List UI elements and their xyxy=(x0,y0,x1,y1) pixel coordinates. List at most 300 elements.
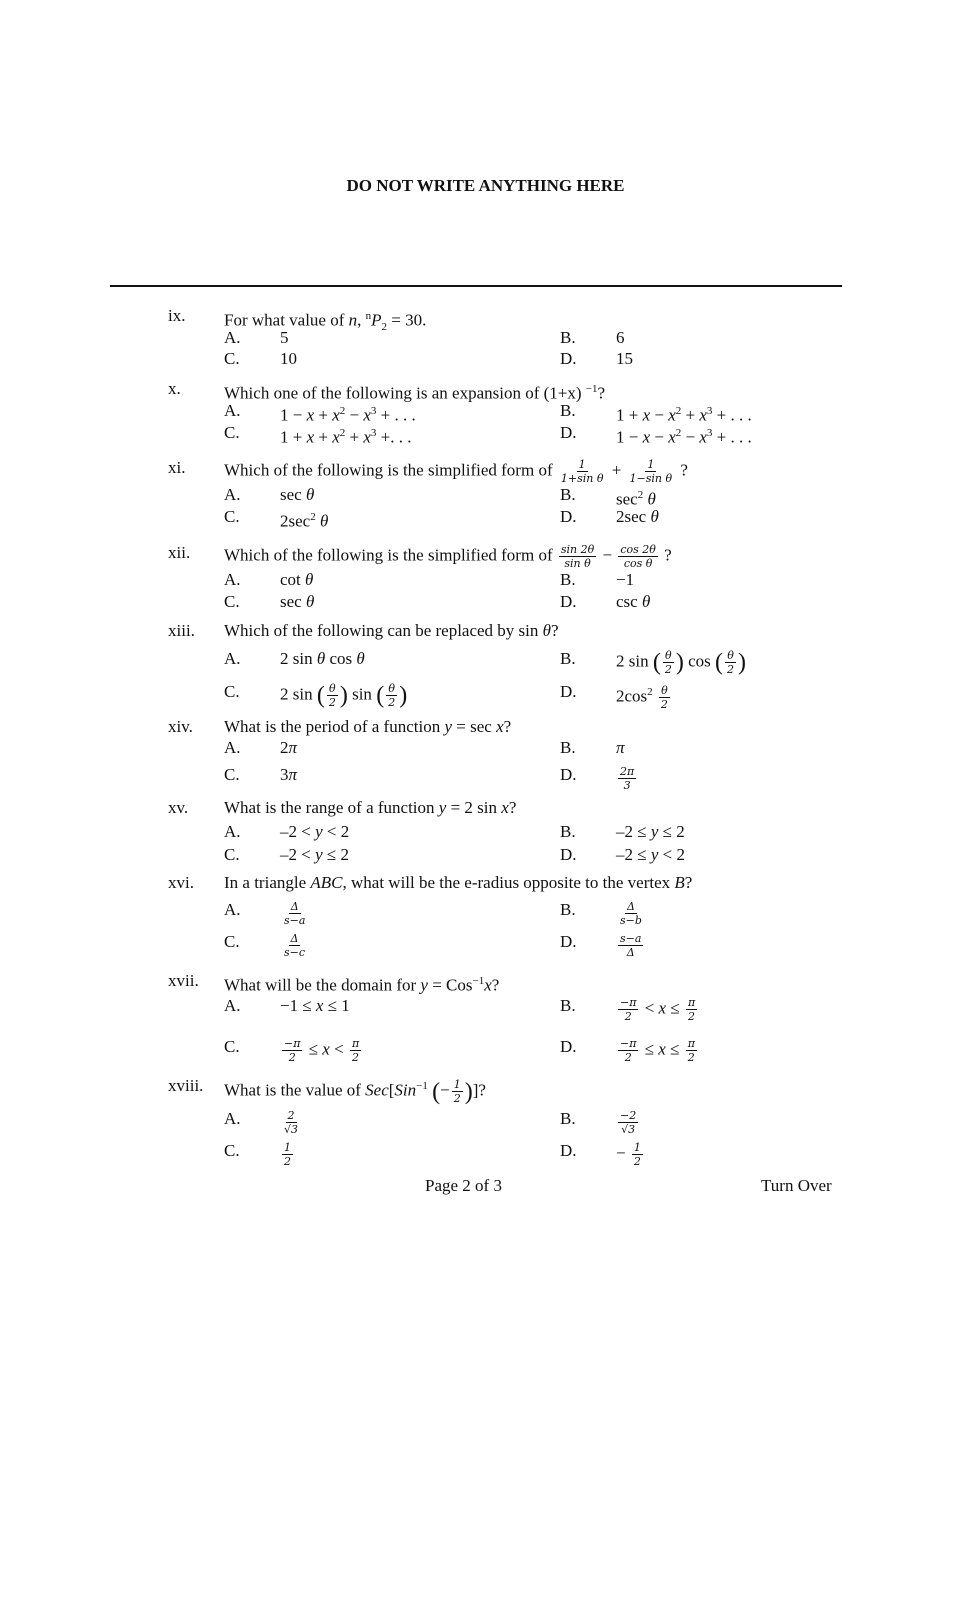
denominator: 2 xyxy=(352,1051,360,1064)
numerator: π xyxy=(687,996,696,1009)
math-text: 1 − xyxy=(616,427,643,447)
numerator: π xyxy=(687,1037,695,1050)
math-variable: x xyxy=(642,427,651,447)
option-letter: D. xyxy=(560,507,577,526)
math-text xyxy=(653,687,657,706)
math-text: What is the period of a function xyxy=(224,717,445,736)
denominator: 2 xyxy=(688,1010,696,1023)
math-text: + xyxy=(345,427,364,447)
math-text: 10 xyxy=(280,349,297,368)
denominator: 3 xyxy=(623,779,631,792)
option-letter: B. xyxy=(560,485,576,504)
fraction xyxy=(628,458,675,485)
question-text xyxy=(224,798,516,818)
option-letter: A. xyxy=(224,570,241,589)
math-text: −1 xyxy=(616,570,635,589)
math-variable: P xyxy=(371,310,382,330)
fraction xyxy=(686,996,697,1023)
math-text: ? xyxy=(659,545,672,565)
denominator: 2 xyxy=(687,1051,695,1064)
math-variable: y xyxy=(420,975,428,995)
option-value xyxy=(280,996,350,1016)
math-text: ? xyxy=(491,975,500,995)
math-text: cos xyxy=(683,651,716,671)
parenthesis: ) xyxy=(399,682,408,709)
math-text: − xyxy=(681,427,700,447)
option-letter: D. xyxy=(560,932,577,951)
math-text: = sec xyxy=(452,717,497,736)
option-value xyxy=(280,1141,295,1168)
math-text: , xyxy=(357,310,366,330)
question-text xyxy=(224,543,672,570)
option-value xyxy=(616,1109,640,1136)
option-letter: D. xyxy=(560,765,577,784)
superscript: 2 xyxy=(637,489,644,501)
denominator: 2 xyxy=(388,696,396,709)
denominator: 2 xyxy=(727,663,735,676)
math-text: ? xyxy=(551,621,559,640)
numerator: −π xyxy=(620,1037,637,1050)
math-text: − xyxy=(440,1080,450,1100)
question-number: xiv. xyxy=(168,717,193,736)
math-variable: θ xyxy=(542,621,552,640)
math-variable: π xyxy=(616,738,625,757)
do-not-write-header: DO NOT WRITE ANYTHING HERE xyxy=(346,176,625,195)
superscript: 2 xyxy=(675,405,682,417)
superscript: 3 xyxy=(370,405,377,417)
denominator: 2 xyxy=(624,1010,632,1023)
math-text: What is the range of a function xyxy=(224,798,439,817)
math-text: –2 ≤ xyxy=(616,822,651,841)
option-value xyxy=(616,845,685,865)
option-letter: B. xyxy=(560,1109,576,1128)
fraction xyxy=(282,932,307,959)
math-text: What will be the domain for xyxy=(224,975,421,995)
option-letter: C. xyxy=(224,682,240,701)
option-value xyxy=(280,507,328,532)
numerator: Δ xyxy=(626,900,635,913)
option-letter: D. xyxy=(560,1037,577,1056)
question-number: xviii. xyxy=(168,1076,204,1095)
math-text: 2 sin xyxy=(280,649,317,668)
subscript: 2 xyxy=(381,321,388,334)
numerator: 1 xyxy=(578,458,586,471)
option-letter: C. xyxy=(224,1141,240,1160)
math-text: –2 ≤ xyxy=(616,845,651,864)
option-value xyxy=(616,507,659,527)
option-value xyxy=(280,485,314,505)
fraction xyxy=(350,1037,361,1064)
option-letter: C. xyxy=(224,423,240,442)
denominator: s−b xyxy=(620,914,642,927)
option-letter: D. xyxy=(560,845,577,864)
question-number: xii. xyxy=(168,543,191,562)
math-variable: y xyxy=(315,822,323,841)
denominator: 2 xyxy=(624,1051,632,1064)
fraction xyxy=(559,458,606,485)
fraction xyxy=(282,1037,302,1064)
denominator: 2 xyxy=(664,663,672,676)
math-variable: x xyxy=(306,427,315,447)
option-value xyxy=(616,1141,645,1168)
option-letter: B. xyxy=(560,900,576,919)
option-letter: A. xyxy=(224,401,241,420)
denominator: cos θ xyxy=(623,557,653,570)
superscript: 2 xyxy=(339,427,346,439)
math-text: ]? xyxy=(472,1080,486,1100)
option-value xyxy=(616,592,650,612)
superscript: 3 xyxy=(370,427,377,439)
question-number: xvi. xyxy=(168,873,194,892)
option-letter: A. xyxy=(224,996,241,1015)
option-value xyxy=(280,649,365,669)
denominator: s−a xyxy=(284,914,306,927)
math-text: [ xyxy=(388,1080,395,1100)
turn-over-label: Turn Over xyxy=(761,1176,832,1195)
math-variable: x xyxy=(306,405,315,425)
option-value xyxy=(280,592,314,612)
parenthesis: ) xyxy=(738,649,747,676)
option-value xyxy=(616,932,645,959)
math-text: < 2 xyxy=(322,822,350,841)
fraction xyxy=(618,1037,638,1064)
fraction xyxy=(659,684,670,711)
math-variable: x xyxy=(699,427,707,447)
math-text: 3 xyxy=(280,765,289,784)
option-letter: C. xyxy=(224,592,240,611)
fraction xyxy=(327,682,338,709)
question-number: xv. xyxy=(168,798,189,817)
denominator: 2 xyxy=(633,1155,641,1168)
math-text: ≤ 1 xyxy=(323,996,350,1015)
option-letter: C. xyxy=(224,932,240,951)
math-text: ≤ xyxy=(640,1039,659,1059)
superscript: 3 xyxy=(706,405,713,417)
math-text: +. . . xyxy=(376,427,412,447)
numerator: Δ xyxy=(290,932,299,945)
math-variable: x xyxy=(501,798,509,817)
math-text: 15 xyxy=(616,349,633,368)
option-value xyxy=(616,996,699,1023)
math-text: + . . . xyxy=(376,405,416,425)
option-value xyxy=(616,649,746,676)
math-text: cos xyxy=(325,649,357,668)
math-variable: π xyxy=(288,765,298,784)
option-letter: C. xyxy=(224,765,240,784)
denominator: 2 xyxy=(453,1092,461,1106)
math-text: sec xyxy=(280,485,306,504)
question-number: xvii. xyxy=(168,971,199,990)
option-value xyxy=(616,900,646,927)
option-value xyxy=(280,900,309,927)
option-letter: C. xyxy=(224,845,240,864)
question-text xyxy=(224,971,499,996)
numerator: −2 xyxy=(620,1109,637,1122)
parenthesis: ( xyxy=(432,1078,441,1105)
question-text xyxy=(224,621,559,641)
option-letter: A. xyxy=(224,485,241,504)
math-variable: θ xyxy=(641,592,651,611)
fraction xyxy=(618,1109,638,1136)
math-text: + xyxy=(681,405,700,425)
option-letter: C. xyxy=(224,1037,240,1056)
option-letter: B. xyxy=(560,649,576,668)
math-variable: n xyxy=(348,310,358,330)
denominator: sin θ xyxy=(564,557,591,570)
option-letter: A. xyxy=(224,649,241,668)
denominator: 2 xyxy=(284,1155,291,1168)
option-letter: B. xyxy=(560,328,576,347)
math-text: − xyxy=(598,545,617,565)
math-text: + . . . xyxy=(712,405,752,425)
math-text: ? xyxy=(684,873,693,892)
math-text: + . . . xyxy=(712,427,752,447)
fraction xyxy=(725,649,736,676)
superscript: −1 xyxy=(416,1080,428,1092)
fraction xyxy=(282,900,307,927)
option-value xyxy=(280,349,297,369)
question-text xyxy=(224,306,426,337)
math-text: ≤ 2 xyxy=(322,845,349,864)
option-value xyxy=(616,349,633,369)
fraction xyxy=(559,543,596,570)
math-text: 5 xyxy=(280,328,289,347)
fraction xyxy=(686,1037,697,1064)
math-text: 6 xyxy=(616,328,625,347)
option-letter: A. xyxy=(224,738,241,757)
math-variable: x xyxy=(363,427,371,447)
fraction xyxy=(618,765,636,792)
option-letter: B. xyxy=(560,570,576,589)
math-variable: x xyxy=(658,998,667,1018)
math-text: sin xyxy=(347,684,377,704)
math-text: = 2 sin xyxy=(446,798,502,817)
math-text: − xyxy=(616,1143,630,1163)
numerator: Δ xyxy=(290,900,299,913)
math-text: = 30. xyxy=(387,310,427,330)
question-number: xiii. xyxy=(168,621,195,640)
denominator: √3 xyxy=(284,1123,299,1136)
question-text xyxy=(224,379,605,404)
numerator: θ xyxy=(388,682,395,695)
fraction xyxy=(386,682,397,709)
math-text: Which of the following is the simplified form of xyxy=(224,545,557,565)
numerator: 1 xyxy=(453,1078,461,1092)
math-text: 2 sin xyxy=(616,651,653,671)
math-variable: y xyxy=(438,798,447,817)
option-letter: B. xyxy=(560,401,576,420)
option-value xyxy=(280,682,407,709)
math-text: 1 − xyxy=(280,405,307,425)
parenthesis: ( xyxy=(652,649,661,676)
math-text: ≤ xyxy=(665,1039,684,1059)
math-variable: x xyxy=(668,427,676,447)
math-text: 2sec xyxy=(616,507,651,526)
math-text: –2 < xyxy=(280,845,316,864)
fraction xyxy=(452,1078,463,1105)
fraction xyxy=(618,932,643,959)
superscript: 2 xyxy=(310,511,316,523)
question-text xyxy=(224,458,688,485)
fraction xyxy=(618,543,658,570)
math-text: ? xyxy=(676,460,688,480)
fraction xyxy=(282,1109,300,1136)
math-variable: θ xyxy=(316,649,326,668)
parenthesis: ( xyxy=(316,682,325,709)
numerator: 2π xyxy=(620,765,635,778)
option-value xyxy=(280,738,297,758)
option-value xyxy=(280,423,412,448)
math-text: cot xyxy=(280,570,306,589)
math-text: < 2 xyxy=(658,845,685,864)
math-text: + xyxy=(314,405,333,425)
math-text: csc xyxy=(616,592,642,611)
math-text: sec xyxy=(280,592,306,611)
numerator: s−a xyxy=(620,932,642,945)
math-text: Which one of the following is an expansion of (1+x) xyxy=(224,383,586,403)
math-text: ? xyxy=(508,798,517,817)
math-text: 1 + xyxy=(616,405,643,425)
question-number: x. xyxy=(168,379,181,398)
question-number: xi. xyxy=(168,458,186,477)
math-variable: B xyxy=(674,873,685,892)
math-text: 2 xyxy=(280,738,289,757)
option-letter: D. xyxy=(560,349,577,368)
numerator: θ xyxy=(329,682,336,695)
parenthesis: ( xyxy=(715,649,724,676)
superscript: −1 xyxy=(472,975,485,987)
numerator: −π xyxy=(284,1037,301,1050)
option-letter: A. xyxy=(224,900,241,919)
math-text: 1 + xyxy=(280,427,307,447)
math-text: + xyxy=(607,460,626,480)
math-variable: θ xyxy=(650,507,659,526)
option-value xyxy=(616,822,685,842)
option-letter: D. xyxy=(560,682,577,701)
parenthesis: ( xyxy=(376,682,385,709)
math-variable: x xyxy=(496,717,504,736)
math-variable: y xyxy=(650,845,659,864)
math-text: What is the value of xyxy=(224,1080,366,1100)
math-text: ≤ 2 xyxy=(658,822,685,841)
numerator: 1 xyxy=(633,1141,641,1154)
math-text: In a triangle xyxy=(224,873,311,892)
option-value xyxy=(280,1037,363,1064)
option-value xyxy=(616,401,752,426)
math-text: ≤ xyxy=(304,1039,323,1059)
denominator: 2 xyxy=(288,1051,296,1064)
math-variable: θ xyxy=(305,570,314,589)
math-variable: x xyxy=(484,975,492,995)
math-variable: θ xyxy=(319,511,329,531)
math-text: Which of the following is the simplified form of xyxy=(224,460,557,480)
numerator: π xyxy=(351,1037,360,1050)
numerator: cos 2θ xyxy=(620,543,656,556)
math-variable: x xyxy=(642,405,651,425)
option-letter: D. xyxy=(560,1141,577,1160)
denominator: 2 xyxy=(328,696,336,709)
math-text: , what will be the e-radius opposite to the vertex xyxy=(342,873,675,892)
option-letter: A. xyxy=(224,822,241,841)
numerator: sin 2θ xyxy=(560,543,595,556)
question-text xyxy=(224,717,511,737)
option-value xyxy=(280,765,297,785)
parenthesis: ) xyxy=(339,682,348,709)
option-value xyxy=(280,570,313,590)
denominator: 1−sin θ xyxy=(629,472,673,485)
option-value xyxy=(280,845,349,865)
question-text xyxy=(224,873,692,893)
parenthesis: ) xyxy=(464,1078,473,1105)
option-letter: C. xyxy=(224,507,240,526)
math-variable: y xyxy=(650,822,659,841)
denominator: √3 xyxy=(621,1123,636,1136)
numerator: 1 xyxy=(647,458,655,471)
math-text: Which of the following can be replaced by sin xyxy=(224,621,543,640)
math-variable: Sec xyxy=(365,1080,389,1100)
math-text: –2 < xyxy=(280,822,316,841)
option-letter: A. xyxy=(224,328,241,347)
math-text: ? xyxy=(597,383,606,403)
superscript: −1 xyxy=(585,383,598,395)
math-variable: θ xyxy=(305,592,315,611)
math-text: ≤ xyxy=(666,998,684,1018)
math-text: 2 sin xyxy=(280,684,317,704)
option-value xyxy=(616,423,752,448)
option-letter: A. xyxy=(224,1109,241,1128)
numerator: θ xyxy=(661,684,668,698)
question-number: ix. xyxy=(168,306,186,325)
superscript: 3 xyxy=(706,427,713,439)
option-value xyxy=(280,822,349,842)
math-variable: x xyxy=(332,405,340,425)
superscript: 2 xyxy=(675,427,682,439)
math-variable: x xyxy=(699,405,707,425)
fraction xyxy=(618,996,638,1023)
option-value xyxy=(280,401,416,426)
question-text xyxy=(224,1076,486,1105)
option-value xyxy=(616,1037,699,1064)
numerator: −π xyxy=(620,996,637,1009)
superscript: 2 xyxy=(339,405,346,417)
option-value xyxy=(616,485,656,510)
option-letter: B. xyxy=(560,822,576,841)
math-variable: x xyxy=(332,427,340,447)
superscript: n xyxy=(365,310,372,322)
option-value xyxy=(280,1109,302,1136)
parenthesis: ) xyxy=(675,649,684,676)
math-variable: y xyxy=(444,717,453,736)
math-variable: π xyxy=(288,738,298,757)
denominator: s−c xyxy=(284,946,306,959)
math-variable: y xyxy=(315,845,323,864)
option-value xyxy=(616,765,638,792)
math-text: < xyxy=(329,1039,348,1059)
numerator: θ xyxy=(665,649,672,662)
numerator: 2 xyxy=(287,1109,295,1122)
numerator: θ xyxy=(727,649,734,662)
numerator: 1 xyxy=(284,1141,291,1154)
fraction xyxy=(663,649,674,676)
math-variable: x xyxy=(658,1039,666,1059)
math-text: For what value of xyxy=(224,310,349,330)
page-number: Page 2 of 3 xyxy=(425,1176,502,1195)
option-letter: B. xyxy=(560,738,576,757)
superscript: 2 xyxy=(647,686,653,698)
math-text: ? xyxy=(503,717,512,736)
denominator: Δ xyxy=(626,946,635,959)
math-variable: θ xyxy=(647,489,656,509)
